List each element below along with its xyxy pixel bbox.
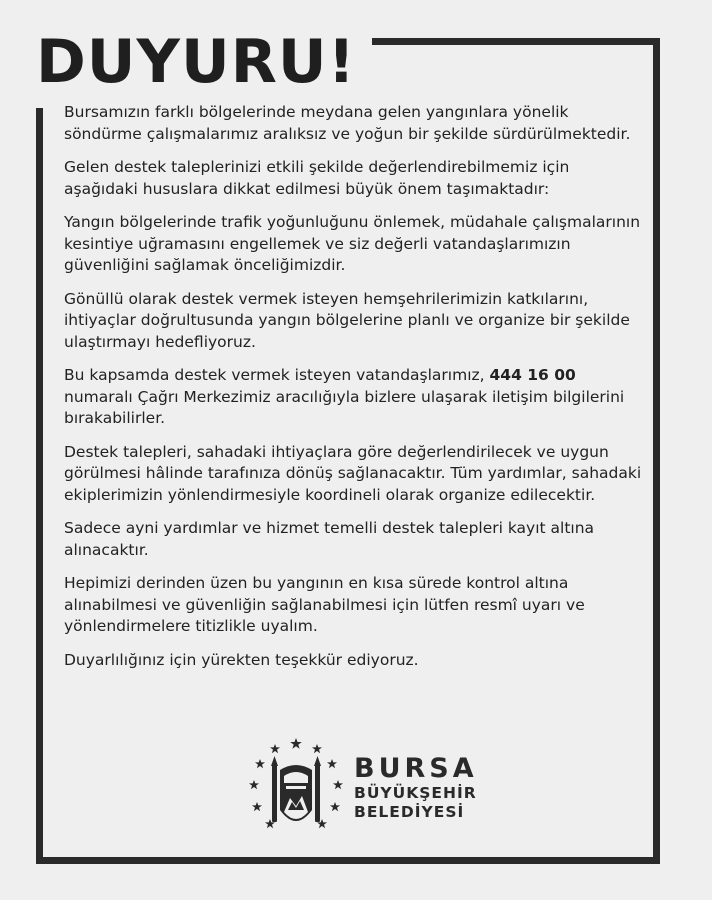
logo-line-bursa: BURSA — [354, 753, 478, 784]
callcenter-text-after: numaralı Çağrı Merkezimiz aracılığıyla bizlere ulaşarak iletişim bilgilerini bırakabilirler. — [64, 387, 625, 427]
frame-border-right — [653, 38, 660, 864]
paragraph-9: Duyarlılığınız için yürekten teşekkür ediyoruz. — [64, 650, 419, 669]
callcenter-phone-number: 444 16 00 — [489, 366, 576, 384]
callcenter-text-before: Bu kapsamda destek vermek isteyen vatandaşlarımız, — [64, 366, 490, 384]
frame-border-bottom — [36, 857, 660, 864]
logo-text — [354, 754, 478, 822]
logo-line-belediyesi: BELEDİYESİ — [354, 803, 465, 821]
paragraph-6: Destek talepleri, sahadaki ihtiyaçlara göre değerlendirilecek ve uygun görülmesi hâlinde tarafınıza dönüş sağlanacaktır. Tüm yardımlar, sahadaki ekiplerimizin yönlendirmesiyle koordineli olarak organize edilecektir. — [64, 442, 642, 504]
announcement-body — [64, 102, 642, 683]
logo-line-buyuksehir: BÜYÜKŞEHİR — [354, 784, 477, 802]
paragraph-1: Bursamızın farklı bölgelerinde meydana gelen yangınlara yönelik söndürme çalışmalarımız aralıksız ve yoğun bir şekilde sürdürülmektedir. — [64, 103, 631, 143]
paragraph-2: Gelen destek taleplerinizi etkili şekilde değerlendirebilmemiz için aşağıdaki hususlara dikkat edilmesi büyük önem taşımaktadır: — [64, 158, 570, 198]
paragraph-4: Gönüllü olarak destek vermek isteyen hemşehrilerimizin katkılarını, ihtiyaçlar doğrultusunda yangın bölgelerine planlı ve organize bir şekilde ulaştırmayı hedefliyoruz. — [64, 289, 630, 351]
bursa-emblem-icon — [244, 736, 348, 840]
frame-border-top — [372, 38, 660, 45]
bursa-municipality-logo — [244, 736, 484, 840]
paragraph-callcenter — [64, 365, 642, 430]
paragraph-8: Hepimizi derinden üzen bu yangının en kısa sürede kontrol altına alınabilmesi ve güvenliğin sağlanabilmesi için lütfen resmî uyarı ve yönlendirmelere titizlikle uyalım. — [64, 574, 585, 635]
page-title: DUYURU! — [36, 27, 356, 97]
paragraph-3: Yangın bölgelerinde trafik yoğunluğunu önlemek, müdahale çalışmalarının kesintiye uğramasını engellemek ve siz değerli vatandaşlarımızın güvenliğini sağlamak önceliğimizdir. — [64, 213, 641, 274]
paragraph-7: Sadece ayni yardımlar ve hizmet temelli destek talepleri kayıt altına alınacaktır. — [64, 519, 595, 559]
frame-border-left — [36, 108, 43, 864]
